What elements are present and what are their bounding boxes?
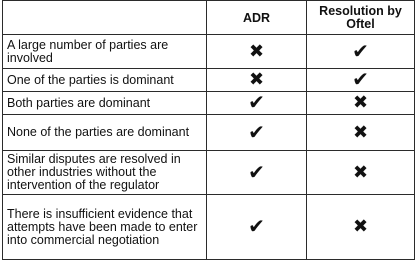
- row-description: There is insufficient evidence that attempts have been made to enter into commercial negotiation: [3, 195, 207, 260]
- check-icon: ✔: [248, 90, 265, 114]
- comparison-table: [2, 0, 415, 260]
- row-description: Similar disputes are resolved in other industries without the intervention of the regulator: [3, 151, 207, 195]
- adr-cell: [207, 35, 307, 69]
- adr-cell: [207, 69, 307, 92]
- check-icon: ✔: [248, 119, 265, 144]
- table-row: [3, 195, 415, 260]
- adr-cell: [207, 195, 307, 260]
- table-row: [3, 92, 415, 115]
- row-description: A large number of parties are involved: [3, 35, 207, 69]
- check-icon: ✔: [248, 159, 265, 184]
- cross-icon: ✖: [352, 216, 369, 237]
- row-description: Both parties are dominant: [3, 92, 207, 115]
- row-description: None of the parties are dominant: [3, 115, 207, 151]
- cross-icon: ✖: [352, 161, 369, 183]
- table-row: [3, 69, 415, 92]
- oftel-cell: [307, 92, 415, 115]
- row-description: One of the parties is dominant: [3, 69, 207, 92]
- adr-cell: [207, 115, 307, 151]
- oftel-cell: [307, 115, 415, 151]
- cross-icon: ✖: [248, 69, 265, 90]
- table-row: [3, 151, 415, 195]
- oftel-cell: [307, 195, 415, 260]
- table-row: [3, 35, 415, 69]
- check-icon: ✔: [352, 38, 369, 63]
- oftel-cell: [307, 35, 415, 69]
- header-description: [3, 1, 207, 35]
- header-adr: ADR: [207, 1, 307, 35]
- cross-icon: ✖: [352, 92, 369, 113]
- check-icon: ✔: [248, 214, 265, 238]
- oftel-cell: [307, 151, 415, 195]
- oftel-cell: [307, 69, 415, 92]
- adr-cell: [207, 92, 307, 115]
- comparison-table-container: [2, 0, 414, 253]
- check-icon: ✔: [352, 67, 369, 91]
- header-row: [3, 1, 415, 35]
- cross-icon: ✖: [352, 121, 369, 143]
- table-row: [3, 115, 415, 151]
- cross-icon: ✖: [248, 40, 265, 62]
- header-oftel: Resolution by Oftel: [307, 1, 415, 35]
- adr-cell: [207, 151, 307, 195]
